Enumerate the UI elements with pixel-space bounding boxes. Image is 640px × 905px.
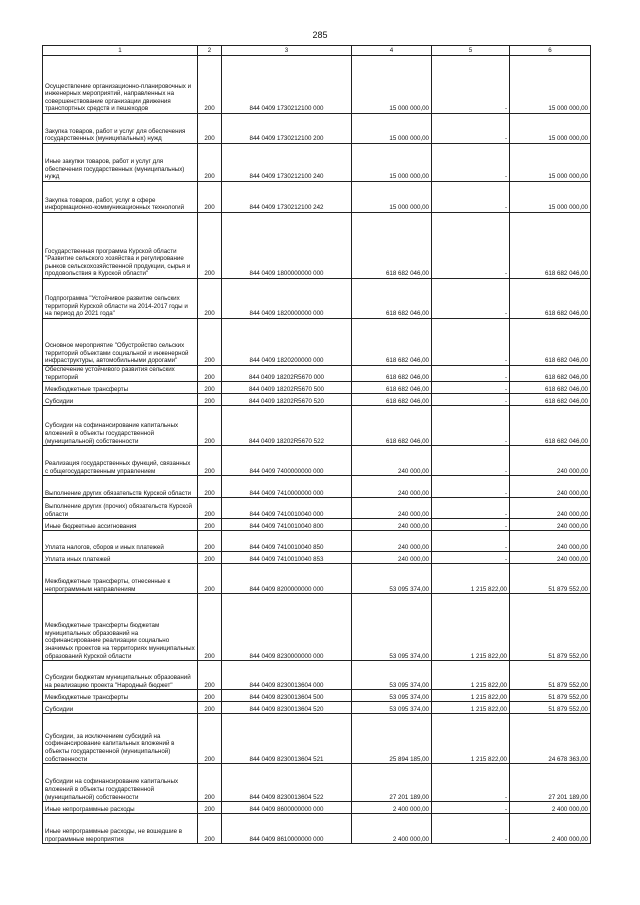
- row-col4-cell: 618 682 046,00: [352, 382, 432, 394]
- row-col4-cell: 2 400 000,00: [352, 814, 432, 844]
- row-vr-cell: 200: [198, 446, 222, 476]
- row-col4-cell: 240 000,00: [352, 446, 432, 476]
- row-name-cell: Иные бюджетные ассигнования: [43, 519, 198, 531]
- row-col5-cell: 1 215 822,00: [432, 564, 510, 594]
- row-vr-cell: 200: [198, 564, 222, 594]
- row-name-cell: Межбюджетные трансферты: [43, 690, 198, 702]
- table-row: [43, 182, 591, 213]
- row-name-cell: Субсидии: [43, 394, 198, 406]
- row-col6-cell: 618 682 046,00: [510, 319, 591, 366]
- column-header: 6: [510, 46, 591, 56]
- row-name-cell: Выполнение других обязательств Курской области: [43, 476, 198, 498]
- row-vr-cell: 200: [198, 802, 222, 814]
- row-code-cell: 844 0409 7410010040 000: [222, 498, 352, 519]
- row-name-cell: Государственная программа Курской области "Развитие сельского хозяйства и регулирование рынков сельскохозяйственной продукции, сырья и продовольствия в Курской области": [43, 213, 198, 279]
- row-col4-cell: 15 000 000,00: [352, 182, 432, 213]
- row-vr-cell: 200: [198, 552, 222, 564]
- row-name-cell: Реализация государственных функций, связанных с общегосударственным управлением: [43, 446, 198, 476]
- column-header: 5: [432, 46, 510, 56]
- row-col4-cell: 240 000,00: [352, 552, 432, 564]
- page-number: 285: [312, 30, 328, 40]
- row-code-cell: 844 0409 8200000000 000: [222, 564, 352, 594]
- row-col4-cell: 2 400 000,00: [352, 802, 432, 814]
- row-col6-cell: 618 682 046,00: [510, 382, 591, 394]
- row-col5-cell: -: [432, 144, 510, 182]
- table-row: [43, 690, 591, 702]
- row-name-cell: Основное мероприятие "Обустройство сельских территорий объектами социальной и инженерной инфраструктуры, автомобильными дорогами": [43, 319, 198, 366]
- row-code-cell: 844 0409 1800000000 000: [222, 213, 352, 279]
- row-col5-cell: -: [432, 279, 510, 319]
- table-row: [43, 714, 591, 764]
- row-vr-cell: 200: [198, 182, 222, 213]
- row-col5-cell: 1 215 822,00: [432, 594, 510, 661]
- row-col6-cell: 2 400 000,00: [510, 802, 591, 814]
- row-vr-cell: 200: [198, 144, 222, 182]
- table-row: [43, 144, 591, 182]
- row-col5-cell: -: [432, 764, 510, 802]
- row-vr-cell: 200: [198, 394, 222, 406]
- row-col6-cell: 51 879 552,00: [510, 564, 591, 594]
- row-name-cell: Подпрограмма "Устойчивое развитие сельских территорий Курской области на 2014-2017 годы и на период до 2021 года": [43, 279, 198, 319]
- row-col6-cell: 618 682 046,00: [510, 213, 591, 279]
- row-col4-cell: 25 894 185,00: [352, 714, 432, 764]
- table-row: [43, 366, 591, 382]
- row-name-cell: Иные непрограммные расходы: [43, 802, 198, 814]
- row-col6-cell: 27 201 189,00: [510, 764, 591, 802]
- row-col5-cell: -: [432, 382, 510, 394]
- row-code-cell: 844 0409 7410010040 850: [222, 531, 352, 552]
- row-col6-cell: 618 682 046,00: [510, 394, 591, 406]
- table-row: [43, 498, 591, 519]
- row-vr-cell: 200: [198, 690, 222, 702]
- row-col5-cell: -: [432, 446, 510, 476]
- row-col5-cell: -: [432, 519, 510, 531]
- row-col6-cell: 51 879 552,00: [510, 702, 591, 714]
- row-col5-cell: 1 215 822,00: [432, 661, 510, 690]
- table-row: [43, 802, 591, 814]
- row-name-cell: Выполнение других (прочих) обязательств Курской области: [43, 498, 198, 519]
- row-col6-cell: 15 000 000,00: [510, 144, 591, 182]
- row-code-cell: 844 0409 8230013604 520: [222, 702, 352, 714]
- row-col4-cell: 53 095 374,00: [352, 702, 432, 714]
- row-code-cell: 844 0409 1820200000 000: [222, 319, 352, 366]
- row-col4-cell: 240 000,00: [352, 476, 432, 498]
- table-row: [43, 594, 591, 661]
- row-code-cell: 844 0409 8230013604 522: [222, 764, 352, 802]
- row-col4-cell: 15 000 000,00: [352, 56, 432, 114]
- row-col6-cell: 15 000 000,00: [510, 56, 591, 114]
- table-row: [43, 564, 591, 594]
- row-col5-cell: -: [432, 802, 510, 814]
- row-col6-cell: 51 879 552,00: [510, 690, 591, 702]
- row-col6-cell: 240 000,00: [510, 552, 591, 564]
- table-row: [43, 814, 591, 844]
- row-code-cell: 844 0409 8230000000 000: [222, 594, 352, 661]
- table-row: [43, 476, 591, 498]
- row-col6-cell: 240 000,00: [510, 519, 591, 531]
- row-col5-cell: -: [432, 114, 510, 144]
- table-row: [43, 279, 591, 319]
- column-header: 3: [222, 46, 352, 56]
- row-name-cell: Межбюджетные трансферты, отнесенные к непрограммным направлениям: [43, 564, 198, 594]
- row-code-cell: 844 0409 18202R5670 522: [222, 406, 352, 446]
- row-vr-cell: 200: [198, 714, 222, 764]
- row-vr-cell: 200: [198, 702, 222, 714]
- row-code-cell: 844 0409 18202R5670 500: [222, 382, 352, 394]
- row-col5-cell: -: [432, 476, 510, 498]
- row-name-cell: Иные непрограммные расходы, не вошедшие в программные мероприятия: [43, 814, 198, 844]
- row-col5-cell: 1 215 822,00: [432, 690, 510, 702]
- row-name-cell: Уплата иных платежей: [43, 552, 198, 564]
- row-vr-cell: 200: [198, 56, 222, 114]
- row-name-cell: Осуществление организационно-планировочных и инженерных мероприятий, направленных на совершенствование организации движения транспортных средств и пешеходов: [43, 56, 198, 114]
- row-col6-cell: 15 000 000,00: [510, 182, 591, 213]
- row-code-cell: 844 0409 7410010040 853: [222, 552, 352, 564]
- row-code-cell: 844 0409 1730212100 200: [222, 114, 352, 144]
- row-col6-cell: 618 682 046,00: [510, 406, 591, 446]
- row-vr-cell: 200: [198, 366, 222, 382]
- row-code-cell: 844 0409 7410000000 000: [222, 476, 352, 498]
- row-col5-cell: -: [432, 814, 510, 844]
- table-header-row: [43, 46, 591, 56]
- row-vr-cell: 200: [198, 406, 222, 446]
- row-col4-cell: 618 682 046,00: [352, 279, 432, 319]
- row-col6-cell: 618 682 046,00: [510, 279, 591, 319]
- row-name-cell: Субсидии на софинансирование капитальных вложений в объекты государственной (муниципальной) собственности: [43, 764, 198, 802]
- row-col6-cell: 618 682 046,00: [510, 366, 591, 382]
- budget-table: [42, 45, 591, 844]
- table-row: [43, 552, 591, 564]
- row-col5-cell: -: [432, 552, 510, 564]
- row-vr-cell: 200: [198, 498, 222, 519]
- row-col5-cell: -: [432, 213, 510, 279]
- table-row: [43, 406, 591, 446]
- column-header: 4: [352, 46, 432, 56]
- table-row: [43, 382, 591, 394]
- row-vr-cell: 200: [198, 814, 222, 844]
- row-col5-cell: -: [432, 531, 510, 552]
- table-row: [43, 446, 591, 476]
- row-col4-cell: 618 682 046,00: [352, 394, 432, 406]
- row-col4-cell: 53 095 374,00: [352, 564, 432, 594]
- row-col4-cell: 240 000,00: [352, 519, 432, 531]
- table-row: [43, 519, 591, 531]
- row-col6-cell: 51 879 552,00: [510, 661, 591, 690]
- row-col6-cell: 24 678 363,00: [510, 714, 591, 764]
- row-col4-cell: 53 095 374,00: [352, 661, 432, 690]
- row-col6-cell: 240 000,00: [510, 531, 591, 552]
- row-name-cell: Субсидии, за исключением субсидий на софинансирование капитальных вложений в объекты государственной (муниципальной) собственности: [43, 714, 198, 764]
- row-code-cell: 844 0409 1730212100 000: [222, 56, 352, 114]
- row-code-cell: 844 0409 8600000000 000: [222, 802, 352, 814]
- row-vr-cell: 200: [198, 531, 222, 552]
- row-vr-cell: 200: [198, 764, 222, 802]
- table-row: [43, 56, 591, 114]
- column-header: 1: [43, 46, 198, 56]
- row-code-cell: 844 0409 8230013604 500: [222, 690, 352, 702]
- row-col5-cell: -: [432, 394, 510, 406]
- row-vr-cell: 200: [198, 519, 222, 531]
- row-name-cell: Иные закупки товаров, работ и услуг для обеспечения государственных (муниципальных) нужд: [43, 144, 198, 182]
- row-col5-cell: -: [432, 406, 510, 446]
- row-col5-cell: 1 215 822,00: [432, 714, 510, 764]
- table-row: [43, 702, 591, 714]
- row-vr-cell: 200: [198, 213, 222, 279]
- row-name-cell: Уплата налогов, сборов и иных платежей: [43, 531, 198, 552]
- row-vr-cell: 200: [198, 114, 222, 144]
- table-row: [43, 114, 591, 144]
- row-code-cell: 844 0409 18202R5670 520: [222, 394, 352, 406]
- row-col4-cell: 618 682 046,00: [352, 213, 432, 279]
- row-col4-cell: 53 095 374,00: [352, 690, 432, 702]
- row-name-cell: Межбюджетные трансферты бюджетам муниципальных образований на софинансирование реализации социально значимых проектов на территориях муниципальных образований Курской области: [43, 594, 198, 661]
- row-col6-cell: 15 000 000,00: [510, 114, 591, 144]
- table-row: [43, 764, 591, 802]
- table-row: [43, 661, 591, 690]
- column-header: 2: [198, 46, 222, 56]
- row-col6-cell: 51 879 552,00: [510, 594, 591, 661]
- row-name-cell: Обеспечение устойчивого развития сельских территорий: [43, 366, 198, 382]
- row-col5-cell: 1 215 822,00: [432, 702, 510, 714]
- table-row: [43, 319, 591, 366]
- row-col5-cell: -: [432, 498, 510, 519]
- row-col4-cell: 15 000 000,00: [352, 114, 432, 144]
- row-vr-cell: 200: [198, 476, 222, 498]
- row-col4-cell: 240 000,00: [352, 531, 432, 552]
- row-col4-cell: 240 000,00: [352, 498, 432, 519]
- row-col4-cell: 15 000 000,00: [352, 144, 432, 182]
- table-row: [43, 531, 591, 552]
- row-col4-cell: 27 201 189,00: [352, 764, 432, 802]
- row-vr-cell: 200: [198, 594, 222, 661]
- row-col4-cell: 618 682 046,00: [352, 319, 432, 366]
- row-col5-cell: -: [432, 56, 510, 114]
- row-vr-cell: 200: [198, 382, 222, 394]
- row-col6-cell: 2 400 000,00: [510, 814, 591, 844]
- row-code-cell: 844 0409 1820000000 000: [222, 279, 352, 319]
- row-code-cell: 844 0409 18202R5670 000: [222, 366, 352, 382]
- row-vr-cell: 200: [198, 661, 222, 690]
- row-code-cell: 844 0409 8230013604 000: [222, 661, 352, 690]
- row-col4-cell: 53 095 374,00: [352, 594, 432, 661]
- row-col5-cell: -: [432, 182, 510, 213]
- row-code-cell: 844 0409 8230013604 521: [222, 714, 352, 764]
- row-col5-cell: -: [432, 319, 510, 366]
- row-name-cell: Закупка товаров, работ и услуг для обеспечения государственных (муниципальных) нужд: [43, 114, 198, 144]
- row-code-cell: 844 0409 1730212100 242: [222, 182, 352, 213]
- row-vr-cell: 200: [198, 319, 222, 366]
- row-col6-cell: 240 000,00: [510, 476, 591, 498]
- row-col5-cell: -: [432, 366, 510, 382]
- row-name-cell: Закупка товаров, работ, услуг в сфере информационно-коммуникационных технологий: [43, 182, 198, 213]
- row-vr-cell: 200: [198, 279, 222, 319]
- table-row: [43, 394, 591, 406]
- row-name-cell: Межбюджетные трансферты: [43, 382, 198, 394]
- row-code-cell: 844 0409 1730212100 240: [222, 144, 352, 182]
- row-name-cell: Субсидии бюджетам муниципальных образований на реализацию проекта "Народный бюджет": [43, 661, 198, 690]
- row-code-cell: 844 0409 8610000000 000: [222, 814, 352, 844]
- row-col4-cell: 618 682 046,00: [352, 406, 432, 446]
- row-col6-cell: 240 000,00: [510, 446, 591, 476]
- row-code-cell: 844 0409 7400000000 000: [222, 446, 352, 476]
- row-code-cell: 844 0409 7410010040 800: [222, 519, 352, 531]
- row-col6-cell: 240 000,00: [510, 498, 591, 519]
- table-row: [43, 213, 591, 279]
- row-name-cell: Субсидии: [43, 702, 198, 714]
- row-col4-cell: 618 682 046,00: [352, 366, 432, 382]
- row-name-cell: Субсидии на софинансирование капитальных вложений в объекты государственной (муниципальной) собственности: [43, 406, 198, 446]
